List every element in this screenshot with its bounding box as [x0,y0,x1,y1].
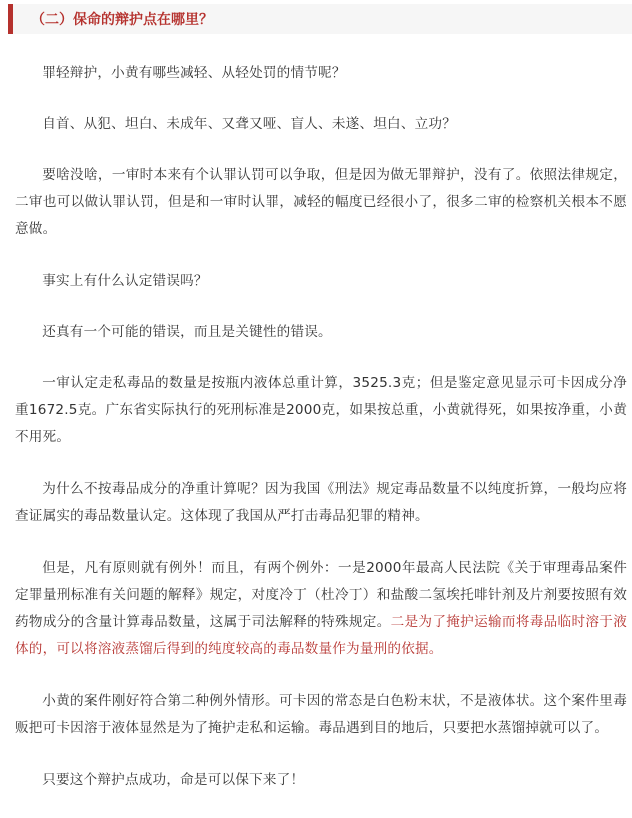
paragraph: 自首、从犯、坦白、未成年、又聋又哑、盲人、未遂、坦白、立功？ [42,116,456,132]
exception-paragraph [15,555,627,663]
exception-text: 但是，凡有原则就有例外！而且，有两个例外：一是2000年最高人民法院《关于审理毒品案件定罪量刑标准有关问题的解释》规定，对度冷丁（杜冷丁）和盐酸二氢埃托啡针剂及片剂要按照有效药物成分的含量计算毒品数量，这属于司法解释的特殊规定。 [15,560,627,630]
paragraph: 事实上有什么认定错误吗？ [42,273,208,289]
paragraph: 一审认定走私毒品的数量是按瓶内液体总重计算，3525.3克；但是鉴定意见显示可卡因成分净重1672.5克。广东省实际执行的死刑标准是2000克，如果按总重，小黄就得死，如果按净重，小黄不用死。 [15,375,627,445]
section-heading-bar [8,4,632,34]
paragraph: 为什么不按毒品成分的净重计算呢？因为我国《刑法》规定毒品数量不以纯度折算，一般均应将查证属实的毒品数量认定。这体现了我国从严打击毒品犯罪的精神。 [15,481,627,524]
paragraph: 小黄的案件刚好符合第二种例外情形。可卡因的常态是白色粉末状，不是液体状。这个案件里毒贩把可卡因溶于液体显然是为了掩护走私和运输。毒品遇到目的地后，只要把水蒸馏掉就可以了。 [15,693,627,736]
highlighted-text: 二是为了掩护运输而将毒品临时溶于液体的，可以将溶液蒸馏后得到的纯度较高的毒品数量作为量刑的依据。 [15,614,627,657]
paragraph: 罪轻辩护，小黄有哪些减轻、从轻处罚的情节呢？ [42,65,346,81]
paragraph: 要啥没啥，一审时本来有个认罪认罚可以争取，但是因为做无罪辩护，没有了。依照法律规定，二审也可以做认罪认罚，但是和一审时认罪，减轻的幅度已经很小了，很多二审的检察机关根本不愿意做。 [15,167,627,237]
paragraph: 还真有一个可能的错误，而且是关键性的错误。 [42,324,332,340]
closing-paragraph: 只要这个辩护点成功，命是可以保下来了！ [42,772,305,788]
section-heading: （二）保命的辩护点在哪里？ [31,12,213,28]
article-body [15,60,627,818]
